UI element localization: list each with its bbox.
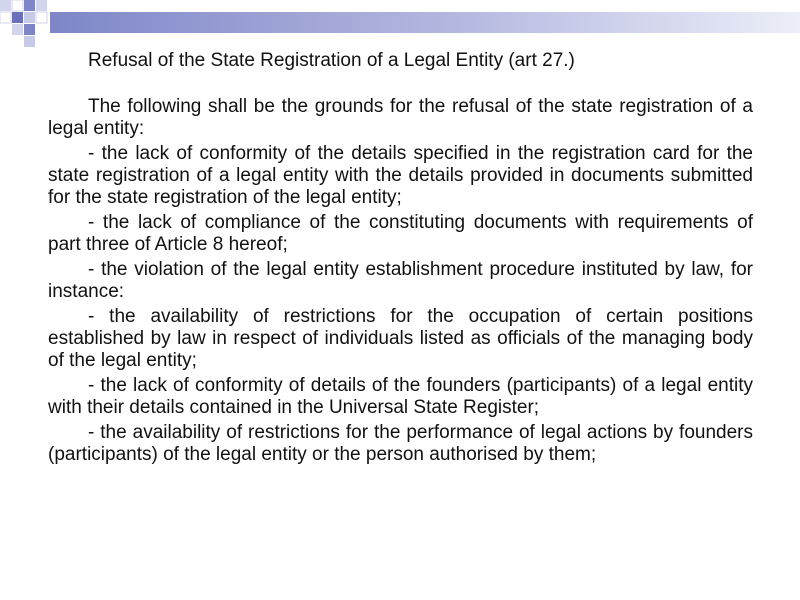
deco-square [12, 0, 23, 11]
deco-square [0, 0, 11, 11]
slide-content [48, 46, 753, 469]
paragraph-intro: The following shall be the grounds for the refusal of the state registration of a legal entity: [48, 96, 753, 139]
deco-square [36, 0, 47, 11]
deco-square [0, 12, 11, 23]
deco-square [24, 24, 35, 35]
paragraph-item: - the availability of restrictions for the performance of legal actions by founders (participants) of the legal entity or the person authorised by them; [48, 422, 753, 465]
deco-square [24, 0, 35, 11]
paragraph-item: - the lack of conformity of the details specified in the registration card for the state registration of a legal entity with the details provided in documents submitted for the state registration of the legal entity; [48, 143, 753, 208]
header-bar [50, 12, 800, 33]
paragraph-item: - the lack of compliance of the constituting documents with requirements of part three of Article 8 hereof; [48, 212, 753, 255]
deco-square [24, 12, 35, 23]
deco-square [24, 36, 35, 47]
deco-square [36, 12, 47, 23]
slide-title: Refusal of the State Registration of a Legal Entity (art 27.) [88, 50, 575, 71]
paragraph-item: - the lack of conformity of details of the founders (participants) of a legal entity with their details contained in the Universal State Register; [48, 375, 753, 418]
paragraph-item: - the availability of restrictions for the occupation of certain positions established by law in respect of individuals listed as officials of the managing body of the legal entity; [48, 306, 753, 371]
deco-square [12, 24, 23, 35]
deco-square [12, 12, 23, 23]
header-decoration [0, 0, 800, 50]
paragraph-item: - the violation of the legal entity establishment procedure instituted by law, for instance: [48, 259, 753, 302]
